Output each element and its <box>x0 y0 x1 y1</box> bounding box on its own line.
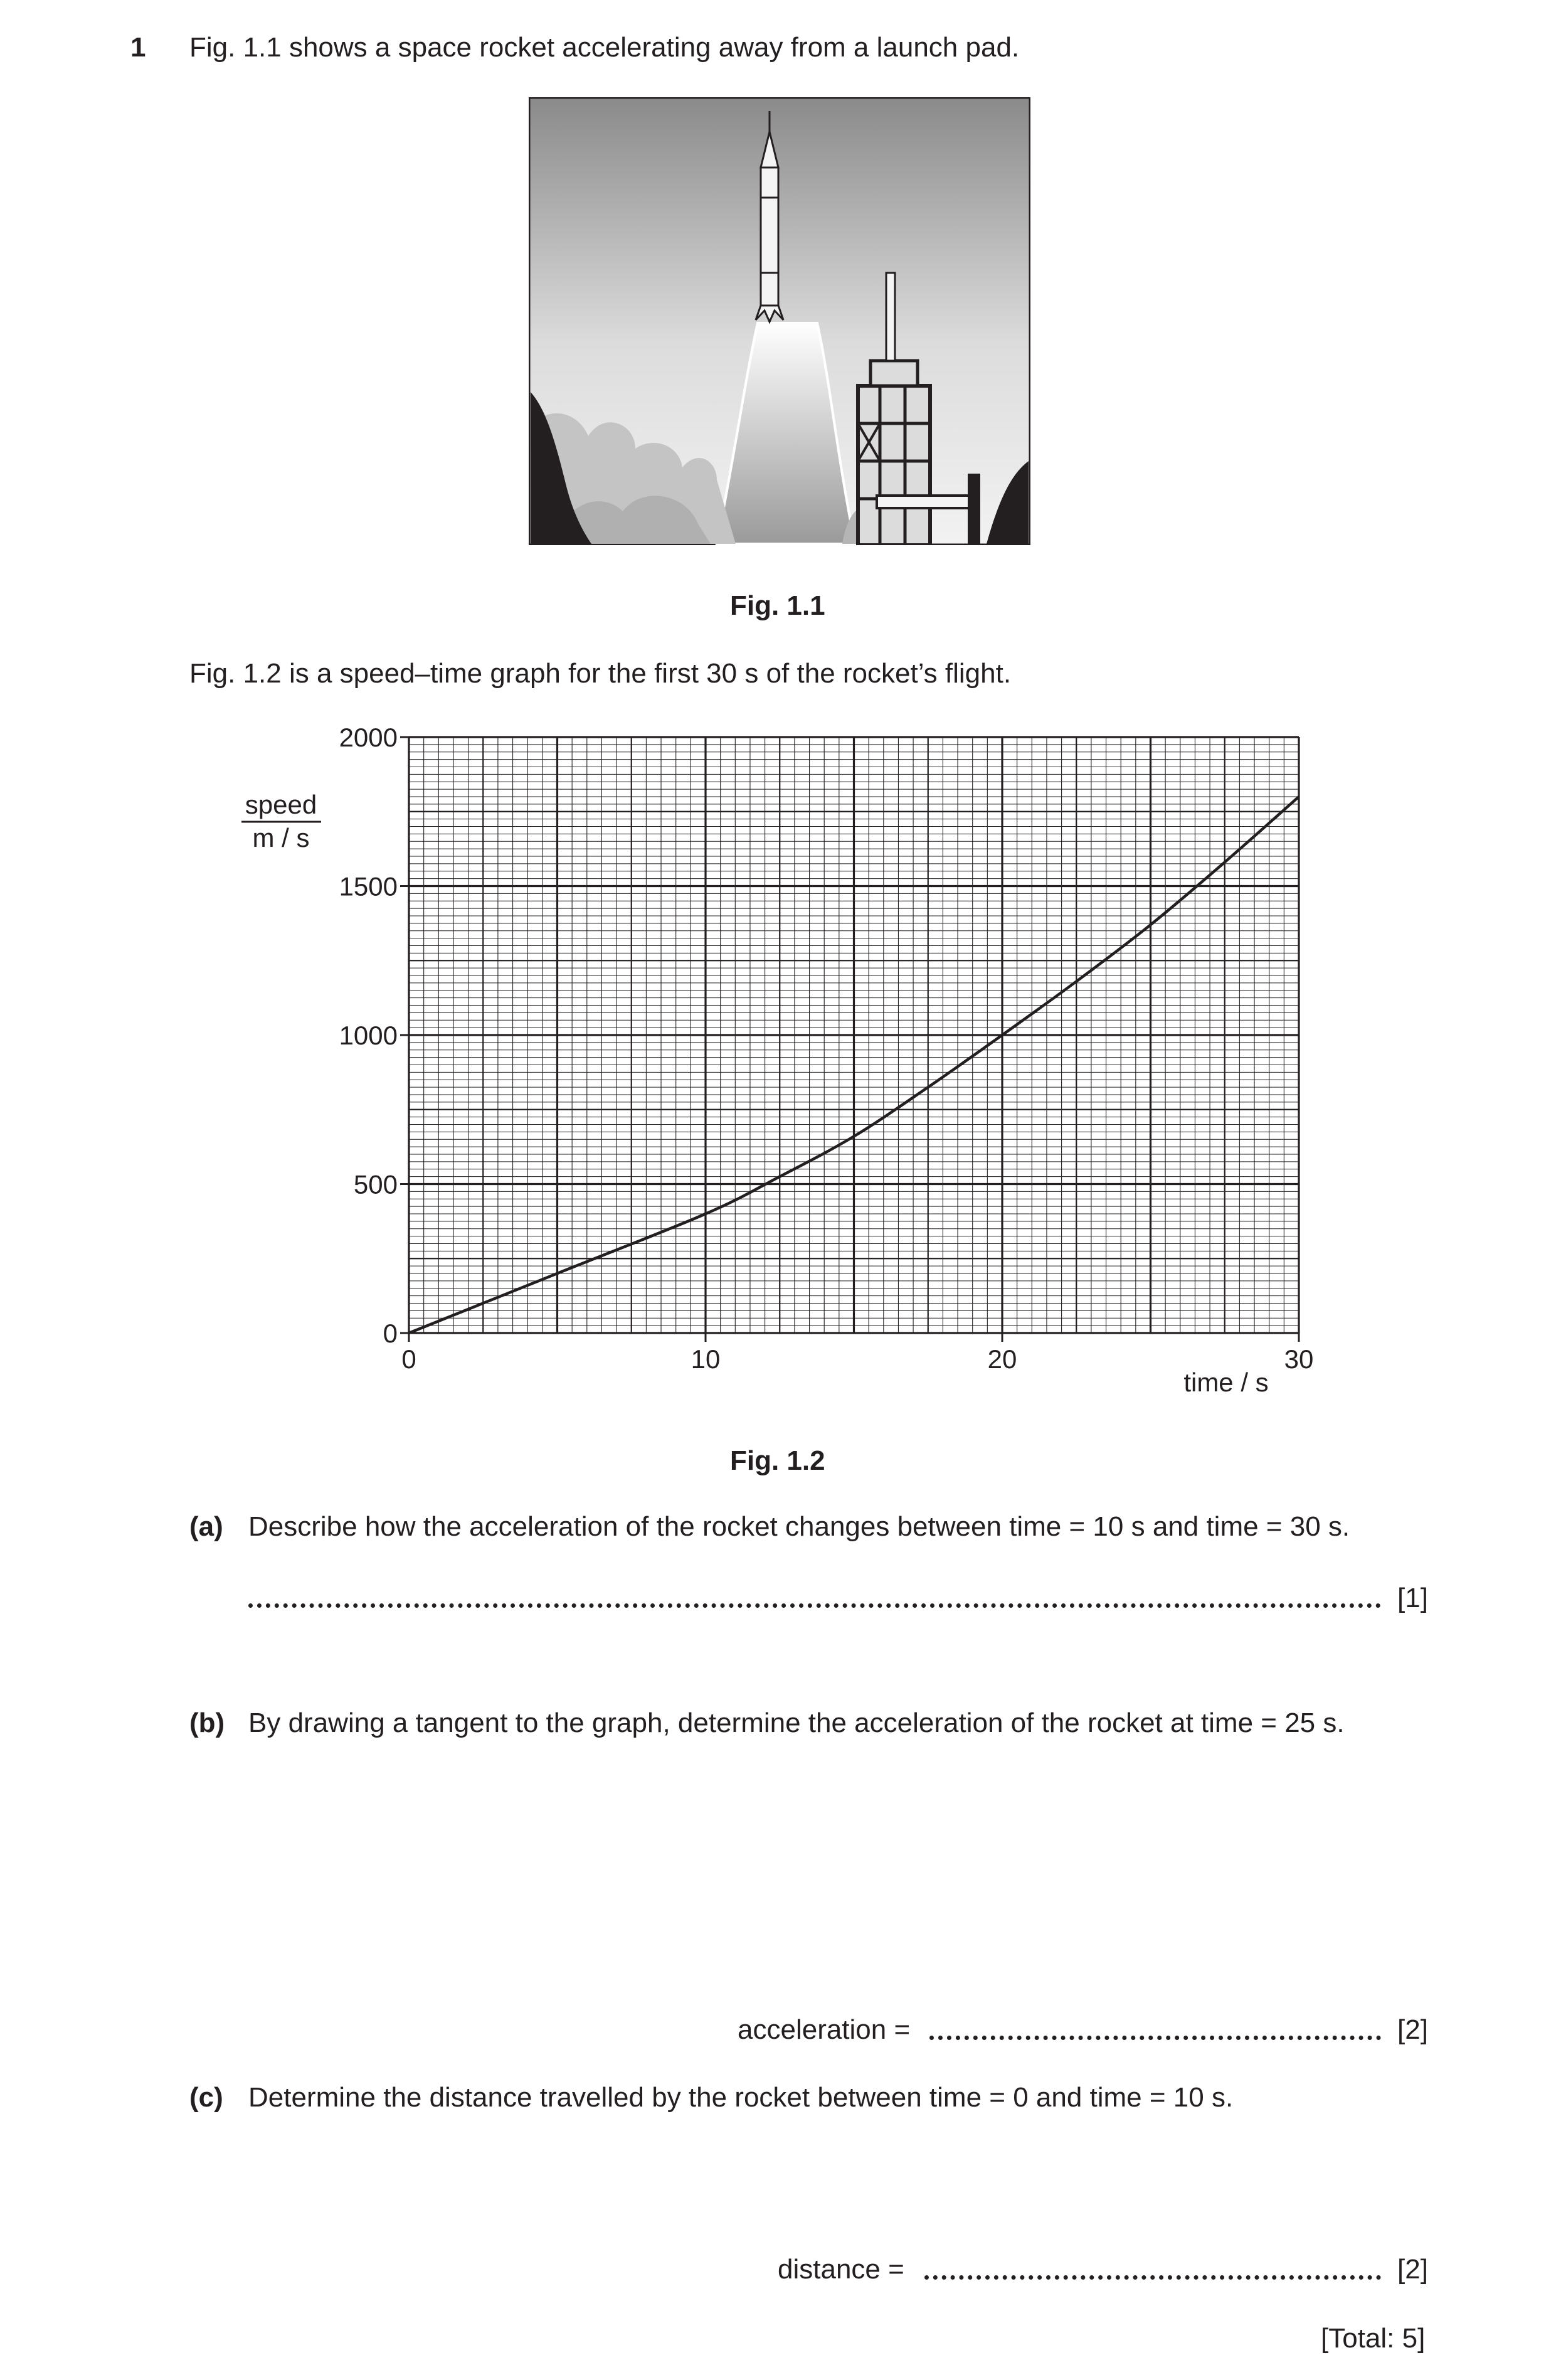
figure-caption: Fig. 1.2 <box>730 1445 825 1476</box>
total-marks: [Total: 5] <box>1321 2323 1426 2354</box>
part-a-label: (a) <box>189 1511 223 1542</box>
x-axis-ticks <box>401 1333 1313 1374</box>
y-tick-label: 1000 <box>339 1021 398 1050</box>
graph-intro: Fig. 1.2 is a speed–time graph for the first 30 s of the rocket’s flight. <box>189 658 1012 689</box>
part-b-text: By drawing a tangent to the graph, determine the acceleration of the rocket at time = 25 s. <box>248 1708 1345 1738</box>
part-b-marks: [2] <box>1397 2014 1428 2045</box>
x-axis-label: time / s <box>1183 1368 1269 1397</box>
part-c-marks: [2] <box>1397 2254 1428 2285</box>
y-tick-label: 0 <box>383 1319 398 1348</box>
x-tick-label: 0 <box>401 1344 416 1374</box>
part-c-text: Determine the distance travelled by the rocket between time = 0 and time = 10 s. <box>248 2082 1234 2113</box>
answer-line[interactable] <box>248 1603 1381 1608</box>
acceleration-answer-line[interactable] <box>929 2036 1381 2040</box>
question-intro: Fig. 1.1 shows a space rocket accelerating away from a launch pad. <box>189 32 1020 63</box>
y-tick-label: 2000 <box>339 723 398 752</box>
y-axis-label-top: speed <box>245 790 317 819</box>
part-c-label: (c) <box>189 2082 223 2113</box>
y-tick-label: 1500 <box>339 871 398 901</box>
x-tick-label: 20 <box>987 1344 1017 1374</box>
part-a-marks: [1] <box>1397 1583 1428 1613</box>
y-axis-ticks <box>339 723 409 1348</box>
distance-answer-line[interactable] <box>924 2275 1381 2280</box>
acceleration-label: acceleration = <box>738 2014 911 2045</box>
x-tick-label: 10 <box>691 1344 721 1374</box>
distance-label: distance = <box>778 2254 904 2285</box>
x-tick-label: 30 <box>1284 1344 1314 1374</box>
part-a-text: Describe how the acceleration of the rocket changes between time = 10 s and time = 30 s. <box>248 1511 1350 1542</box>
part-b-label: (b) <box>189 1708 225 1738</box>
y-tick-label: 500 <box>353 1169 398 1199</box>
question-number: 1 <box>130 32 146 63</box>
y-axis-label-bottom: m / s <box>252 823 310 853</box>
figure-caption: Fig. 1.1 <box>730 590 825 621</box>
